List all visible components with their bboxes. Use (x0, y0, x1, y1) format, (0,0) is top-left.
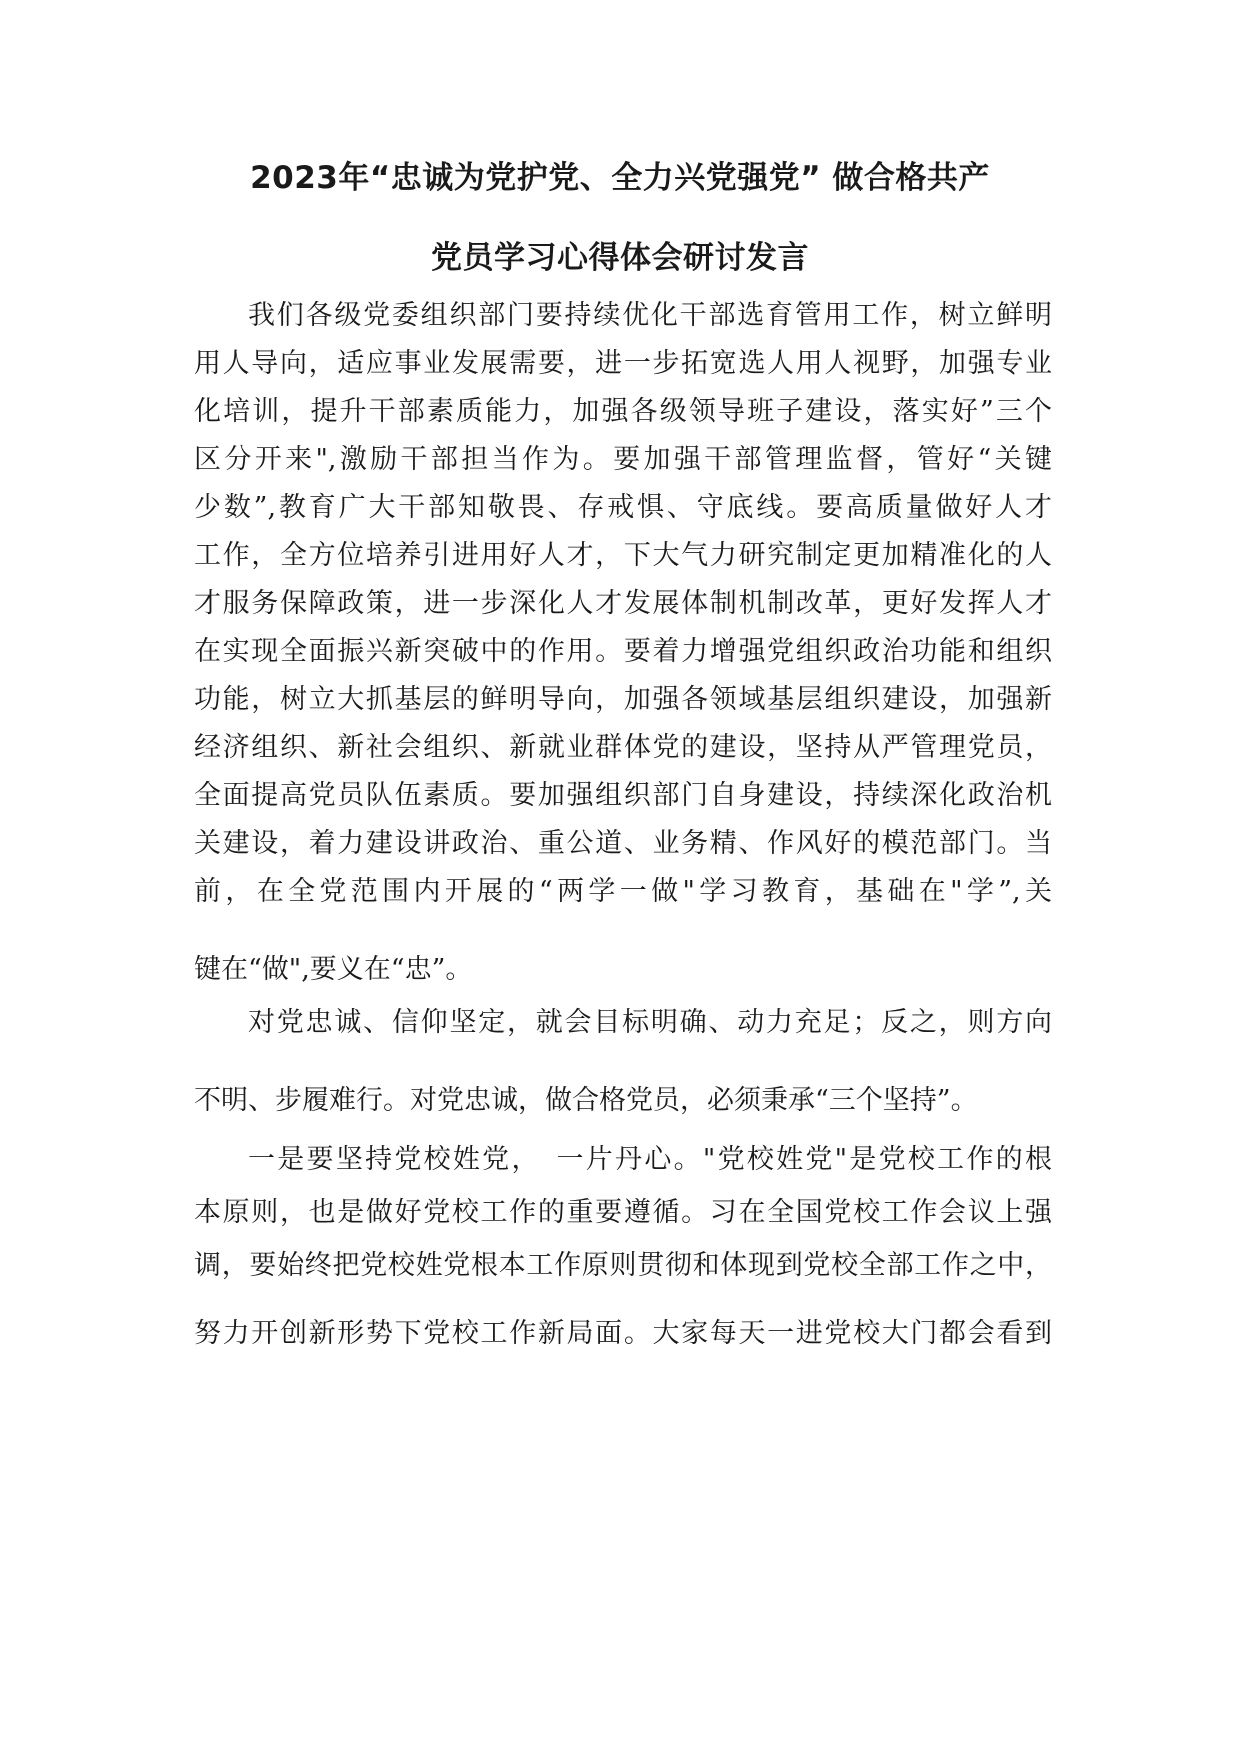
paragraph-1-line: 区分开来",激励干部担当作为。要加强干部管理监督，管好“关键 (194, 444, 1052, 475)
document-title-line-1: 2023年“忠诚为党护党、全力兴党强党” 做合格共产 (250, 160, 990, 196)
paragraph-1-line: 用人导向，适应事业发展需要，进一步拓宽选人用人视野，加强专业 (194, 348, 1052, 379)
paragraph-1-line: 少数”,教育广大干部知敬畏、存戒惧、守底线。要高质量做好人才 (194, 492, 1052, 523)
paragraph-1-line: 关建设，着力建设讲政治、重公道、业务精、作风好的模范部门。当 (194, 828, 1052, 859)
paragraph-1-line: 功能，树立大抓基层的鲜明导向，加强各领域基层组织建设，加强新 (194, 684, 1052, 715)
paragraph-1-line: 在实现全面振兴新突破中的作用。要着力增强党组织政治功能和组织 (194, 636, 1052, 667)
paragraph-3-line: 调，要始终把党校姓党根本工作原则贯彻和体现到党校全部工作之中， (194, 1250, 1052, 1281)
paragraph-2-line: 不明、步履难行。对党忠诚，做合格党员，必须秉承“三个坚持”。 (194, 1085, 978, 1116)
paragraph-3-line: 本原则，也是做好党校工作的重要遵循。习在全国党校工作会议上强 (194, 1197, 1052, 1228)
paragraph-1-line: 经济组织、新社会组织、新就业群体党的建设，坚持从严管理党员， (194, 732, 1052, 763)
paragraph-1-line: 工作，全方位培养引进用好人才，下大气力研究制定更加精准化的人 (194, 540, 1052, 571)
paragraph-1-line: 我们各级党委组织部门要持续优化干部选育管用工作，树立鲜明 (248, 300, 1052, 331)
paragraph-1-line: 全面提高党员队伍素质。要加强组织部门自身建设，持续深化政治机 (194, 780, 1052, 811)
paragraph-2-line: 对党忠诚、信仰坚定，就会目标明确、动力充足；反之，则方向 (248, 1007, 1052, 1038)
document-title-line-2: 党员学习心得体会研讨发言 (431, 240, 809, 276)
paragraph-1-line: 才服务保障政策，进一步深化人才发展体制机制改革，更好发挥人才 (194, 588, 1052, 619)
paragraph-1-line: 化培训，提升干部素质能力，加强各级领导班子建设，落实好”三个 (194, 396, 1052, 427)
paragraph-1-line: 键在“做",要义在“忠”。 (194, 954, 473, 985)
paragraph-3-line: 努力开创新形势下党校工作新局面。大家每天一进党校大门都会看到 (194, 1318, 1052, 1349)
paragraph-1-line: 前，在全党范围内开展的“两学一做"学习教育，基础在"学”,关 (194, 876, 1052, 907)
paragraph-3-line: 一是要坚持党校姓党， 一片丹心。"党校姓党"是党校工作的根 (248, 1144, 1052, 1175)
